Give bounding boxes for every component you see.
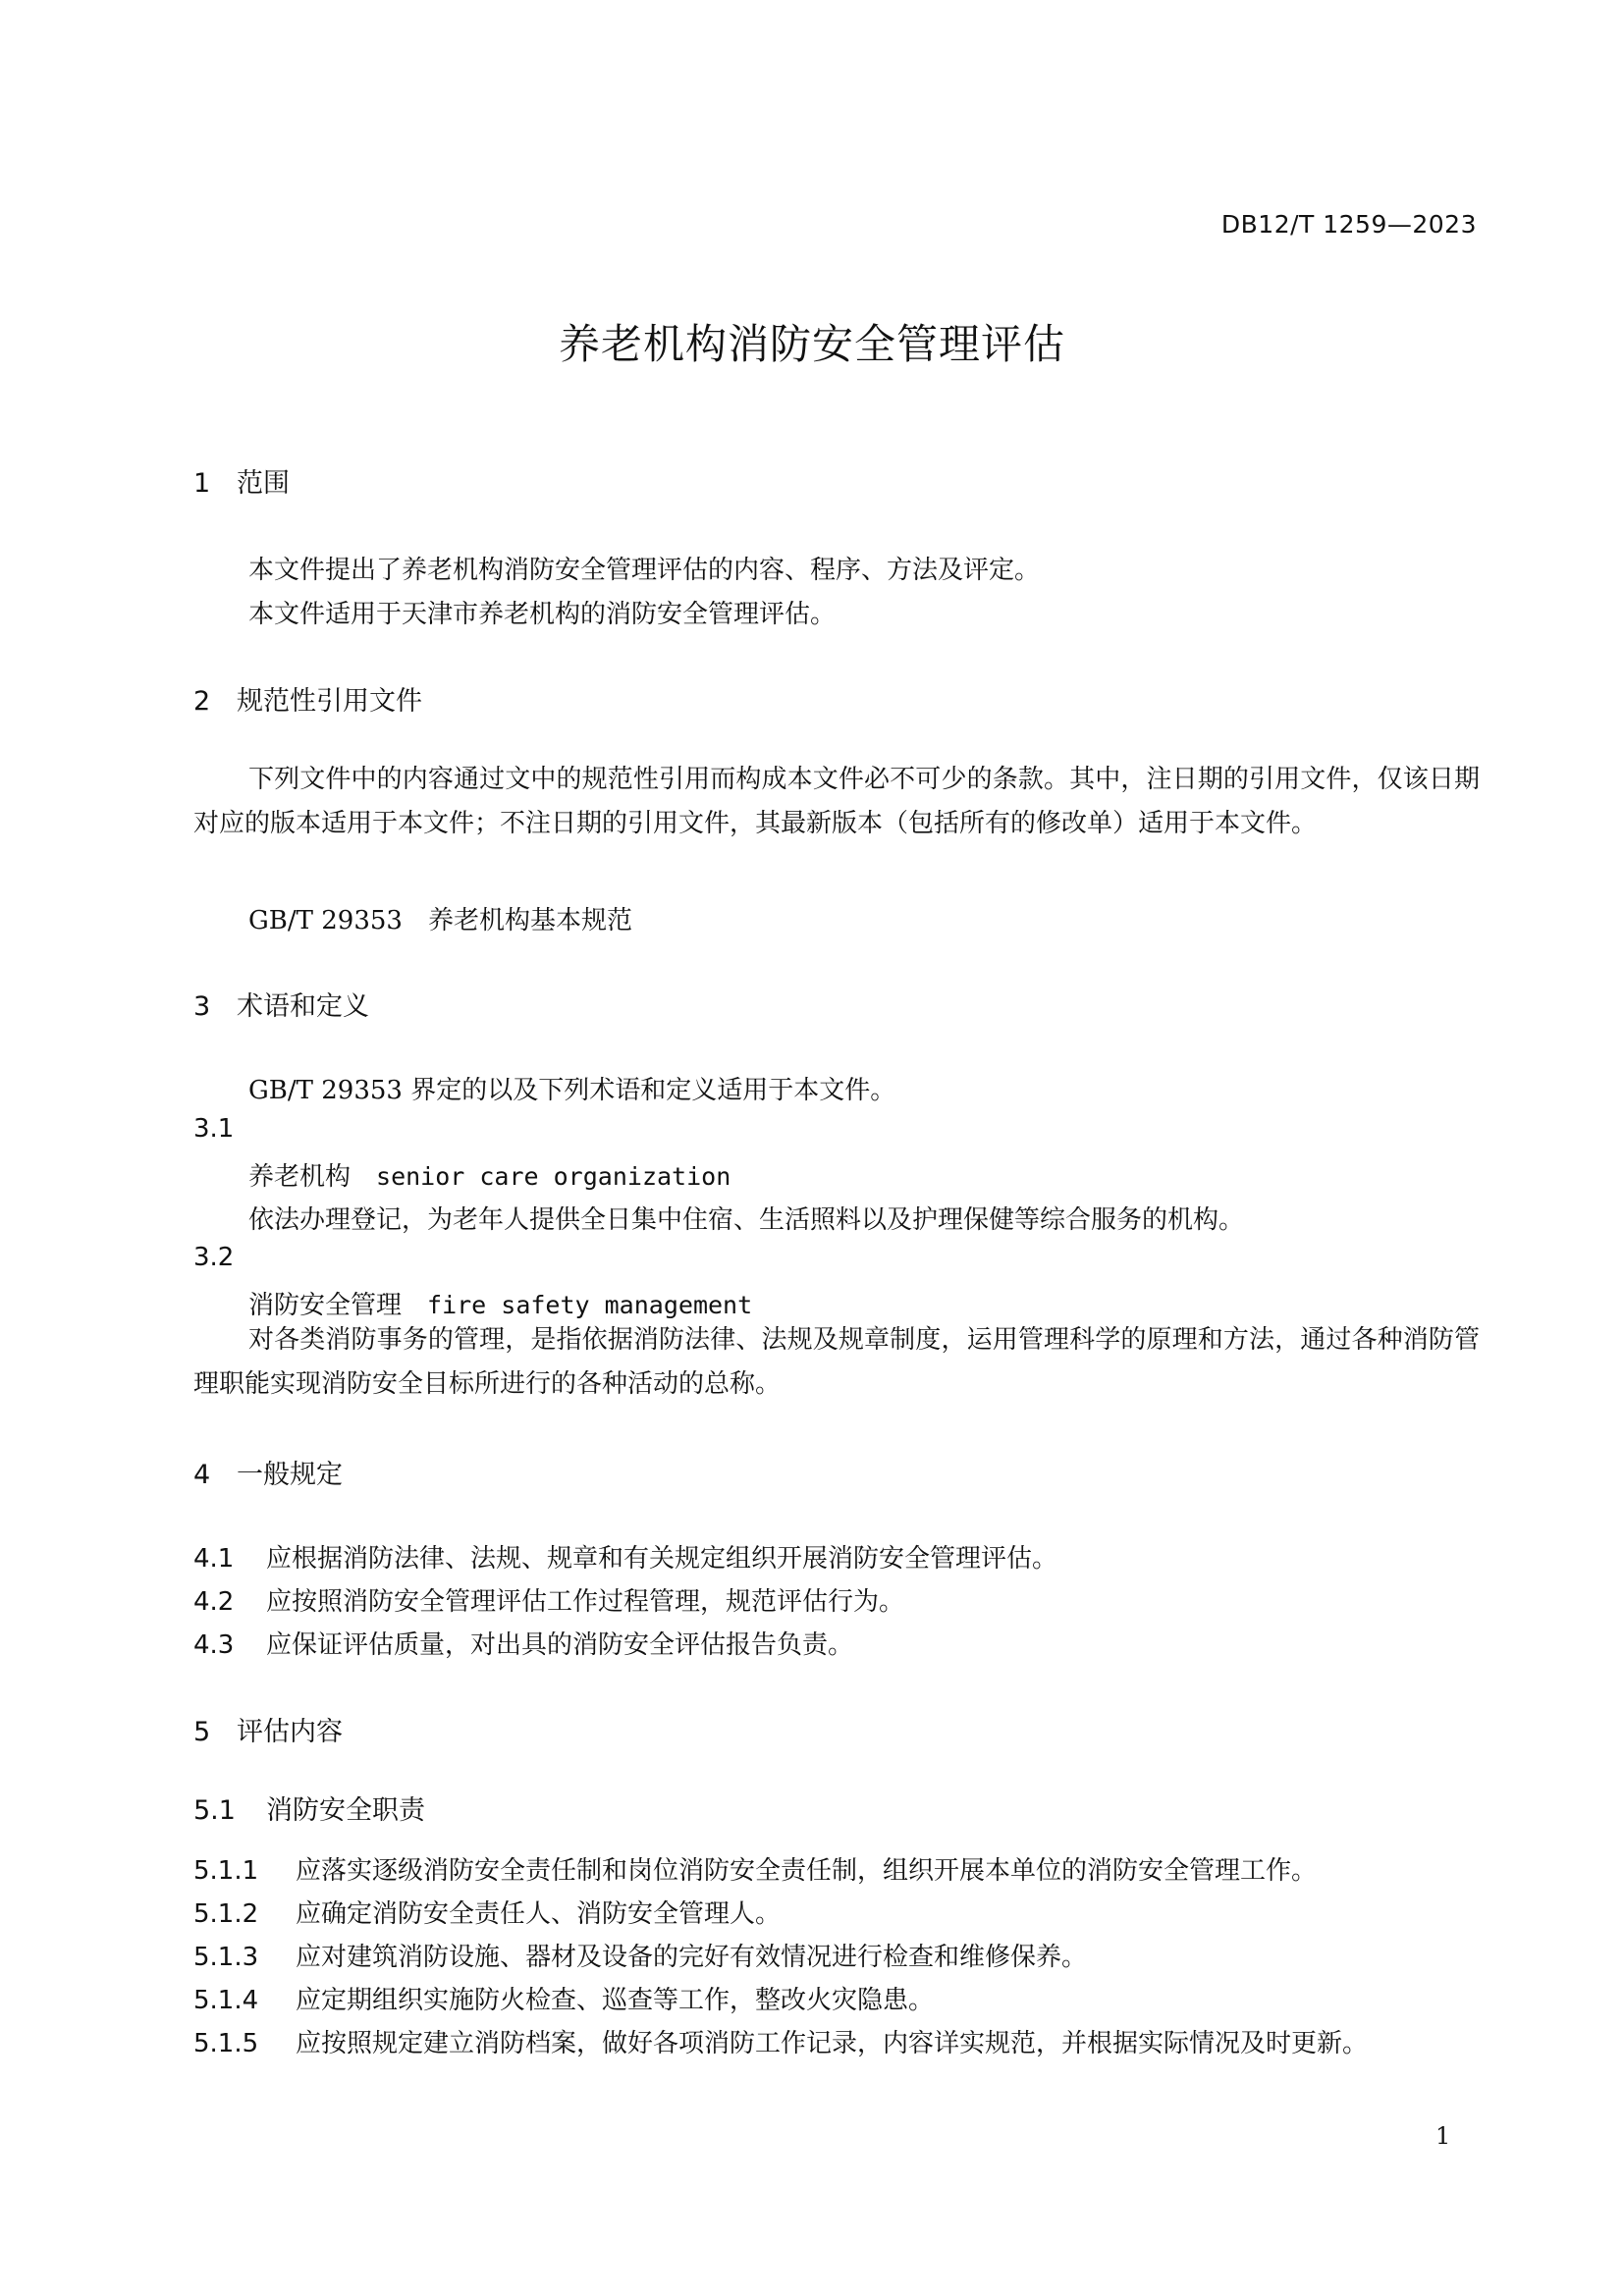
section-title: 范围 (237, 468, 290, 499)
clause-number: 5.1.1 (193, 1856, 259, 1886)
document-code: DB12/T 1259—2023 (1220, 210, 1477, 239)
clause-4-1 (193, 1538, 1057, 1575)
term-3-2 (248, 1285, 752, 1321)
clause-5-1-1 (193, 1850, 1317, 1887)
clause-number: 4.3 (193, 1630, 235, 1660)
term-en: fire safety management (427, 1291, 753, 1319)
scope-paragraph-1: 本文件提出了养老机构消防安全管理评估的内容、程序、方法及评定。 (248, 556, 1041, 585)
terms-intro: GB/T 29353 界定的以及下列术语和定义适用于本文件。 (248, 1076, 896, 1105)
section-3-heading (193, 985, 369, 1023)
clause-5-1-3 (193, 1937, 1087, 1973)
subsection-number: 5.1 (193, 1795, 236, 1826)
scope-paragraph-2: 本文件适用于天津市养老机构的消防安全管理评估。 (248, 600, 837, 629)
clause-number: 5.1.4 (193, 1986, 259, 2015)
section-1-heading (193, 461, 290, 500)
section-5-heading (193, 1710, 343, 1748)
clause-number: 4.2 (193, 1587, 235, 1617)
term-zh: 消防安全管理 (248, 1291, 403, 1320)
clause-5-1-2 (193, 1894, 781, 1930)
page-number: 1 (1435, 2122, 1451, 2150)
subsection-title: 消防安全职责 (266, 1795, 425, 1826)
clause-text: 应保证评估质量，对出具的消防安全评估报告负责。 (266, 1630, 854, 1660)
section-number: 2 (193, 686, 211, 717)
clause-4-3 (193, 1625, 853, 1661)
clause-text: 应根据消防法律、法规、规章和有关规定组织开展消防安全管理评估。 (266, 1544, 1058, 1574)
term-3-1-definition: 依法办理登记，为老年人提供全日集中住宿、生活照料以及护理保健等综合服务的机构。 (248, 1205, 1245, 1235)
section-title: 一般规定 (237, 1460, 343, 1490)
section-title: 评估内容 (237, 1717, 343, 1747)
section-title: 术语和定义 (237, 991, 369, 1022)
subsection-5-1-heading (193, 1789, 425, 1827)
clause-4-2 (193, 1581, 904, 1618)
section-number: 5 (193, 1717, 211, 1747)
section-4-heading (193, 1453, 343, 1491)
normative-references-paragraph: 下列文件中的内容通过文中的规范性引用而构成本文件必不可少的条款。其中，注日期的引用文件，仅该日期对应的版本适用于本文件；不注日期的引用文件，其最新版本（包括所有的修改单）适用于本文件。 (193, 765, 1480, 838)
clause-text: 应确定消防安全责任人、消防安全管理人。 (296, 1899, 782, 1929)
clause-text: 应对建筑消防设施、器材及设备的完好有效情况进行检查和维修保养。 (296, 1943, 1088, 1972)
clause-text: 应定期组织实施防火检查、巡查等工作，整改火灾隐患。 (296, 1986, 935, 2015)
clause-text: 应按照消防安全管理评估工作过程管理，规范评估行为。 (266, 1587, 905, 1617)
section-number: 3 (193, 991, 211, 1022)
clause-number: 4.1 (193, 1544, 235, 1574)
section-number: 1 (193, 468, 211, 499)
clause-number: 5.1.5 (193, 2029, 259, 2058)
section-2-heading (193, 679, 422, 718)
term-3-2-number: 3.2 (193, 1243, 235, 1272)
document-title: 养老机构消防安全管理评估 (558, 320, 1065, 368)
term-3-1-number: 3.1 (193, 1114, 235, 1144)
term-3-1 (248, 1156, 731, 1193)
term-zh: 养老机构 (248, 1162, 352, 1192)
clause-number: 5.1.3 (193, 1943, 259, 1972)
clause-text: 应落实逐级消防安全责任制和岗位消防安全责任制，组织开展本单位的消防安全管理工作。 (296, 1856, 1318, 1886)
clause-5-1-5 (193, 2023, 1368, 2059)
clause-5-1-4 (193, 1980, 934, 2016)
term-3-2-definition: 对各类消防事务的管理，是指依据消防法律、法规及规章制度，运用管理科学的原理和方法，通过各种消防管理职能实现消防安全目标所进行的各种活动的总称。 (193, 1325, 1480, 1399)
clause-number: 5.1.2 (193, 1899, 259, 1929)
term-en: senior care organization (376, 1162, 731, 1191)
section-title: 规范性引用文件 (237, 686, 422, 717)
section-number: 4 (193, 1460, 211, 1490)
reference-item: GB/T 29353 养老机构基本规范 (248, 906, 632, 935)
clause-text: 应按照规定建立消防档案，做好各项消防工作记录，内容详实规范，并根据实际情况及时更新。 (296, 2029, 1369, 2058)
